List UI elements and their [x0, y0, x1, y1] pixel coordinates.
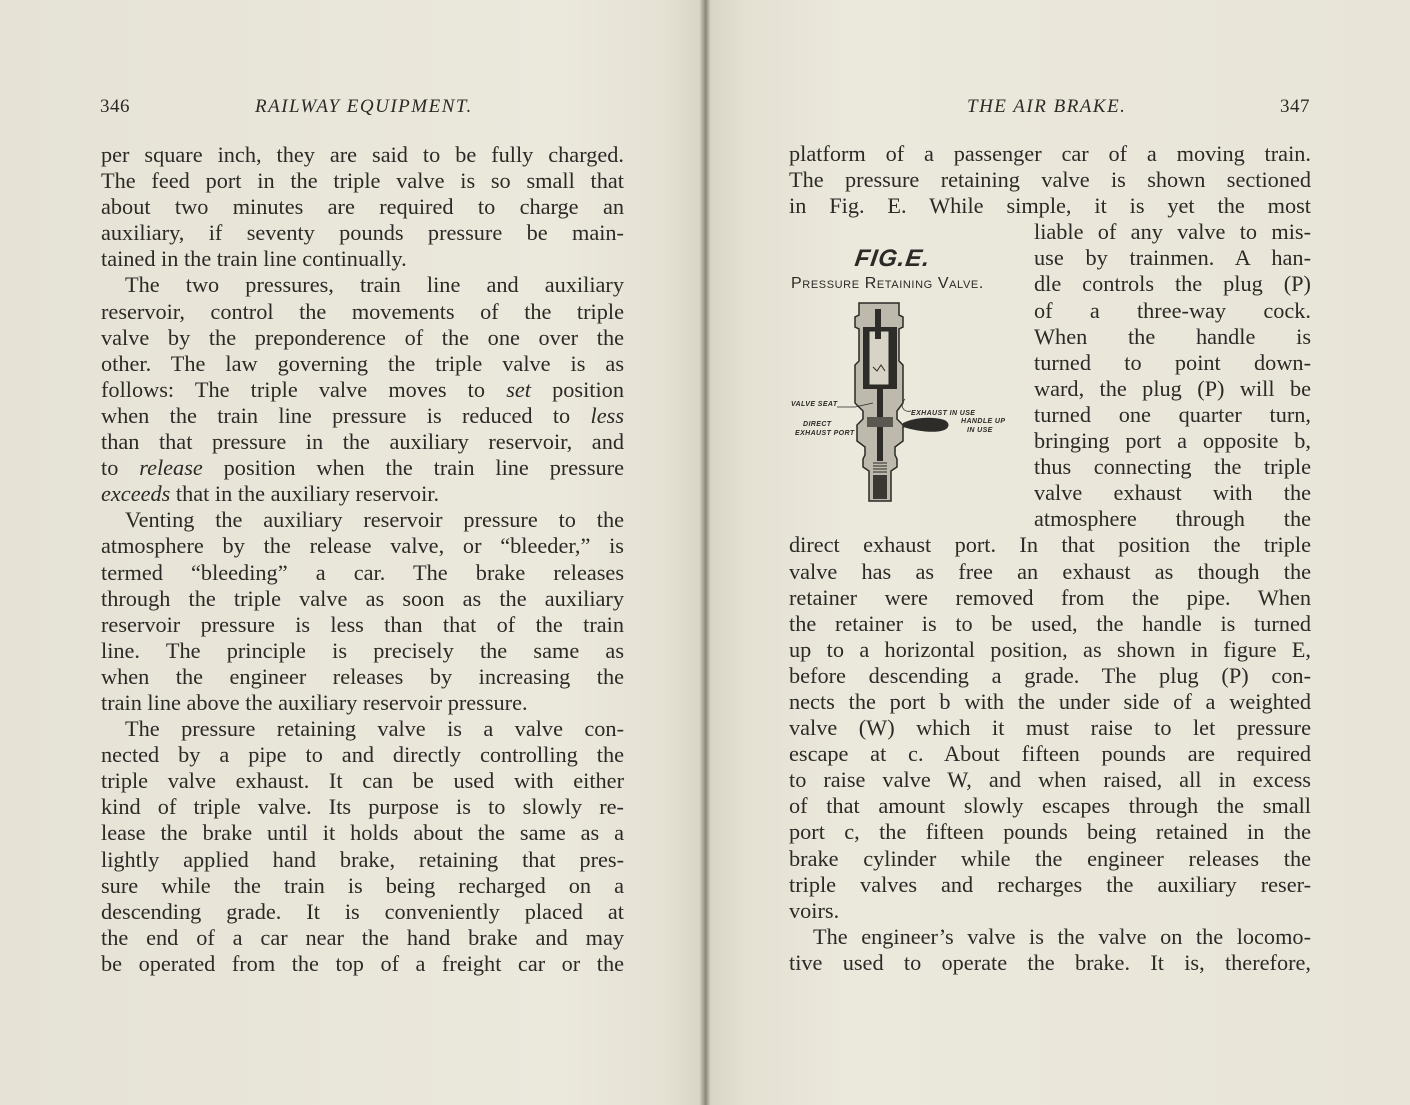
text-line: than that pressure in the auxiliary reservoir, and: [101, 429, 624, 455]
text-line: valve (W) which it must raise to let pressure: [789, 715, 1311, 741]
text-line: nects the port b with the under side of a weighted: [789, 688, 1311, 714]
text-line: line. The principle is precisely the same as: [101, 637, 624, 663]
figure-caption: Pressure Retaining Valve.: [791, 275, 984, 292]
text-line: direct exhaust port. In that position the triple: [789, 532, 1311, 558]
text-line: port c, the fifteen pounds being retained in the: [789, 819, 1311, 845]
text-line: about two minutes are required to charge an: [101, 194, 624, 220]
text-line: to release position when the train line pressure: [101, 455, 624, 481]
text-line: thus connecting the triple: [1034, 454, 1311, 480]
text-line: descending grade. It is conveniently placed at: [101, 898, 624, 924]
text-line: when the train line pressure is reduced to less: [101, 402, 624, 428]
running-head-title-right: THE AIR BRAKE.: [967, 96, 1127, 117]
text-line: be operated from the top of a freight car or the: [101, 950, 624, 976]
label-direct: DIRECT: [803, 421, 832, 428]
text-line: follows: The triple valve moves to set position: [101, 376, 624, 402]
text-line: bringing port a opposite b,: [1034, 428, 1311, 454]
text-line: escape at c. About fifteen pounds are required: [789, 741, 1311, 767]
text-line: auxiliary, if seventy pounds pressure be main-: [101, 220, 624, 246]
text-line: in Fig. E. While simple, it is yet the most: [789, 193, 1311, 219]
text-line: dle controls the plug (P): [1034, 271, 1311, 297]
label-valve-seat: VALVE SEAT: [791, 401, 838, 408]
text-line: valve has as free an exhaust as though the: [789, 558, 1311, 584]
text-line: the end of a car near the hand brake and may: [101, 924, 624, 950]
text-line: when the engineer releases by increasing the: [101, 663, 624, 689]
text-line: turned to point down-: [1034, 349, 1311, 375]
figure-e: [791, 245, 1006, 515]
text-line: The engineer’s valve is the valve on the locomo-: [813, 923, 1311, 949]
right-page: [705, 0, 1410, 1105]
text-line: of a three-way cock.: [1034, 297, 1311, 323]
text-line: of that amount slowly escapes through the small: [789, 793, 1311, 819]
text-line: The two pressures, train line and auxiliary: [125, 272, 624, 298]
page-number-left: 346: [100, 96, 130, 117]
text-line: valve by the preponderence of the one over the: [101, 324, 624, 350]
text-line: valve exhaust with the: [1034, 480, 1311, 506]
text-line: voirs.: [789, 897, 840, 923]
text-line: tive used to operate the brake. It is, therefore,: [789, 949, 1311, 975]
text-line: reservoir pressure is less than that of the train: [101, 611, 624, 637]
text-line: before descending a grade. The plug (P) con-: [789, 662, 1311, 688]
emphasis: less: [590, 402, 624, 428]
text-line: atmosphere by the release valve, or “bleeder,” is: [101, 533, 624, 559]
emphasis: exceeds: [101, 481, 171, 507]
text-line: The pressure retaining valve is shown sectioned: [789, 167, 1311, 193]
emphasis: set: [506, 376, 531, 402]
text-line: lightly applied hand brake, retaining that pres-: [101, 846, 624, 872]
text-line: When the handle is: [1034, 323, 1311, 349]
text-line: retainer were removed from the pipe. When: [789, 584, 1311, 610]
text-line: triple valve exhaust. It can be used with either: [101, 768, 624, 794]
text-line: the retainer is to be used, the handle is turned: [789, 610, 1311, 636]
text-line: other. The law governing the triple valve is as: [101, 350, 624, 376]
text-line: sure while the train is being recharged on a: [101, 872, 624, 898]
text-line: tained in the train line continually.: [101, 246, 407, 272]
text-line: reservoir, control the movements of the triple: [101, 298, 624, 324]
text-line: The pressure retaining valve is a valve con-: [125, 716, 624, 742]
figure-title: FIG.E.: [853, 245, 933, 272]
text-line: atmosphere through the: [1034, 506, 1311, 532]
text-line: to raise valve W, and when raised, all in excess: [789, 767, 1311, 793]
running-head-title-left: RAILWAY EQUIPMENT.: [255, 96, 473, 117]
text-line: triple valves and recharges the auxiliary reser-: [789, 871, 1311, 897]
page-number-right: 347: [1280, 96, 1310, 117]
text-line: The feed port in the triple valve is so small that: [101, 168, 624, 194]
text-line: Venting the auxiliary reservoir pressure to the: [125, 507, 624, 533]
text-line: kind of triple valve. Its purpose is to slowly re-: [101, 794, 624, 820]
text-line: train line above the auxiliary reservoir pressure.: [101, 689, 528, 715]
text-line: up to a horizontal position, as shown in figure E,: [789, 636, 1311, 662]
text-line: through the triple valve as soon as the auxiliary: [101, 585, 624, 611]
label-in-use: IN USE: [967, 427, 993, 434]
emphasis: release: [139, 455, 203, 481]
label-exhaust-port: EXHAUST PORT: [795, 430, 855, 437]
text-line: termed “bleeding” a car. The brake releases: [101, 559, 624, 585]
label-exhaust-in-use: EXHAUST IN USE: [911, 410, 976, 417]
text-line: exceeds that in the auxiliary reservoir.: [101, 481, 440, 507]
left-body-text: [101, 142, 624, 977]
label-handle-up: HANDLE UP: [961, 418, 1006, 425]
text-line: ward, the plug (P) will be: [1034, 375, 1311, 401]
text-line: liable of any valve to mis-: [1034, 219, 1311, 245]
text-line: turned one quarter turn,: [1034, 401, 1311, 427]
text-line: nected by a pipe to and directly controlling the: [101, 742, 624, 768]
text-line: platform of a passenger car of a moving train.: [789, 141, 1311, 166]
text-line: use by trainmen. A han-: [1034, 245, 1311, 271]
text-line: per square inch, they are said to be fully charged.: [101, 142, 624, 167]
text-line: lease the brake until it holds about the same as a: [101, 820, 624, 846]
text-line: brake cylinder while the engineer releases the: [789, 845, 1311, 871]
